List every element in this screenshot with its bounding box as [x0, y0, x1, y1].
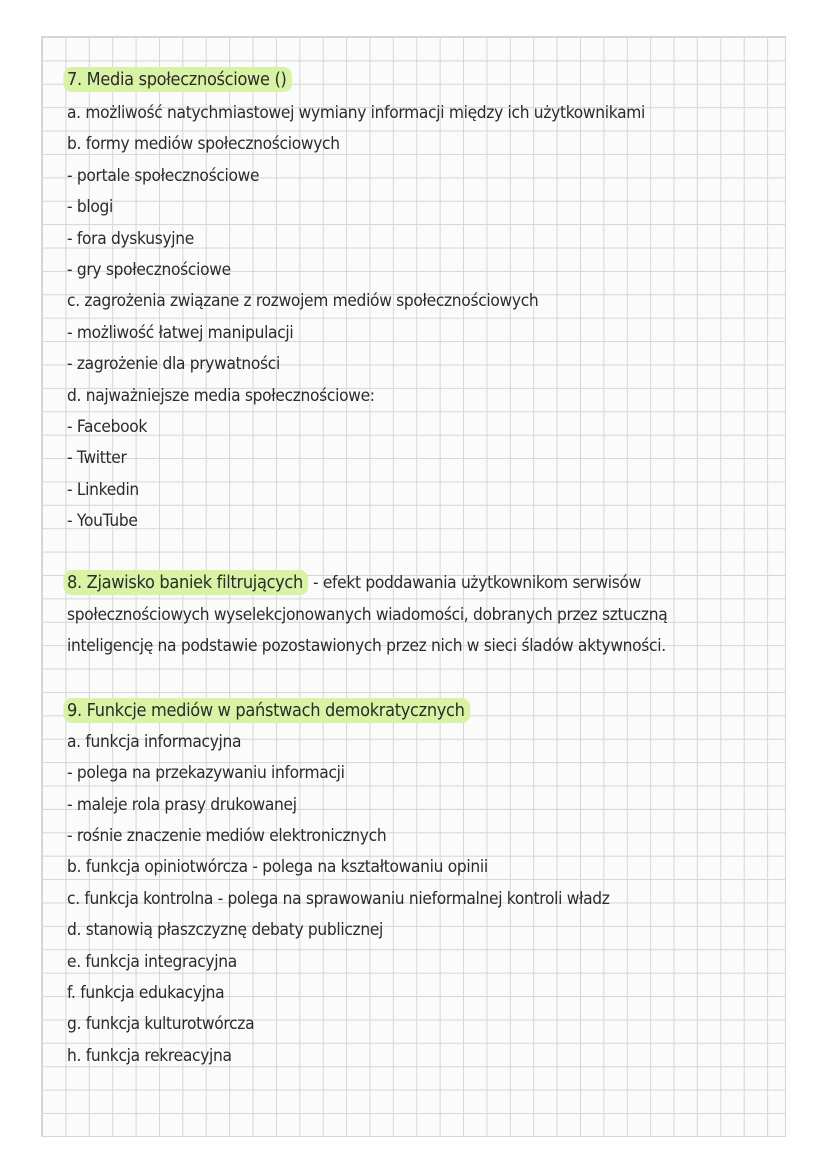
section-9-heading	[67, 698, 470, 724]
section-9-line: c. funkcja kontrolna - polega na sprawowaniu nieformalnej kontroli władz	[67, 889, 610, 909]
section-9-line: h. funkcja rekreacyjna	[67, 1046, 232, 1066]
section-7-line: b. formy mediów społecznościowych	[67, 134, 340, 154]
section-7-line: - YouTube	[67, 511, 138, 531]
section-7-line: c. zagrożenia związane z rozwojem mediów społecznościowych	[67, 291, 539, 311]
section-8-definition-start: - efekt poddawania użytkownikom serwisów	[308, 573, 642, 593]
section-9-line: g. funkcja kulturotwórcza	[67, 1014, 255, 1034]
section-7-line: - zagrożenie dla prywatności	[67, 354, 280, 374]
section-7-line: - portale społecznościowe	[67, 166, 260, 186]
section-9-line: - maleje rola prasy drukowanej	[67, 795, 297, 815]
section-7-line: - Linkedin	[67, 480, 139, 500]
section-8-line: społecznościowych wyselekcjonowanych wiadomości, dobranych przez sztuczną	[67, 605, 668, 625]
section-7-line: - fora dyskusyjne	[67, 229, 194, 249]
section-9-line: b. funkcja opiniotwórcza - polega na kształtowaniu opinii	[67, 857, 488, 877]
section-9-line: - rośnie znaczenie mediów elektronicznych	[67, 826, 387, 846]
section-7-title: 7. Media społecznościowe ()	[63, 67, 291, 92]
section-8-first-line	[67, 570, 641, 596]
section-9-line: a. funkcja informacyjna	[67, 732, 242, 752]
section-9-line: e. funkcja integracyjna	[67, 952, 237, 972]
section-8-line: inteligencję na podstawie pozostawionych przez nich w sieci śladów aktywności.	[67, 636, 666, 656]
section-7-heading	[67, 67, 292, 93]
section-7-line: - możliwość łatwej manipulacji	[67, 323, 294, 343]
section-7-line: d. najważniejsze media społecznościowe:	[67, 386, 375, 406]
section-9-line: d. stanowią płaszczyznę debaty publicznej	[67, 920, 384, 940]
section-7-line: - blogi	[67, 197, 113, 217]
section-7-line: - Facebook	[67, 417, 148, 437]
section-7-line: - Twitter	[67, 448, 127, 468]
section-8-title: 8. Zjawisko baniek filtrujących	[63, 570, 308, 595]
section-7-line: - gry społecznościowe	[67, 260, 231, 280]
section-9-title: 9. Funkcje mediów w państwach demokratycznych	[63, 698, 470, 723]
section-9-line: f. funkcja edukacyjna	[67, 983, 225, 1003]
section-9-line: - polega na przekazywaniu informacji	[67, 763, 345, 783]
section-7-line: a. możliwość natychmiastowej wymiany informacji między ich użytkownikami	[67, 103, 646, 123]
